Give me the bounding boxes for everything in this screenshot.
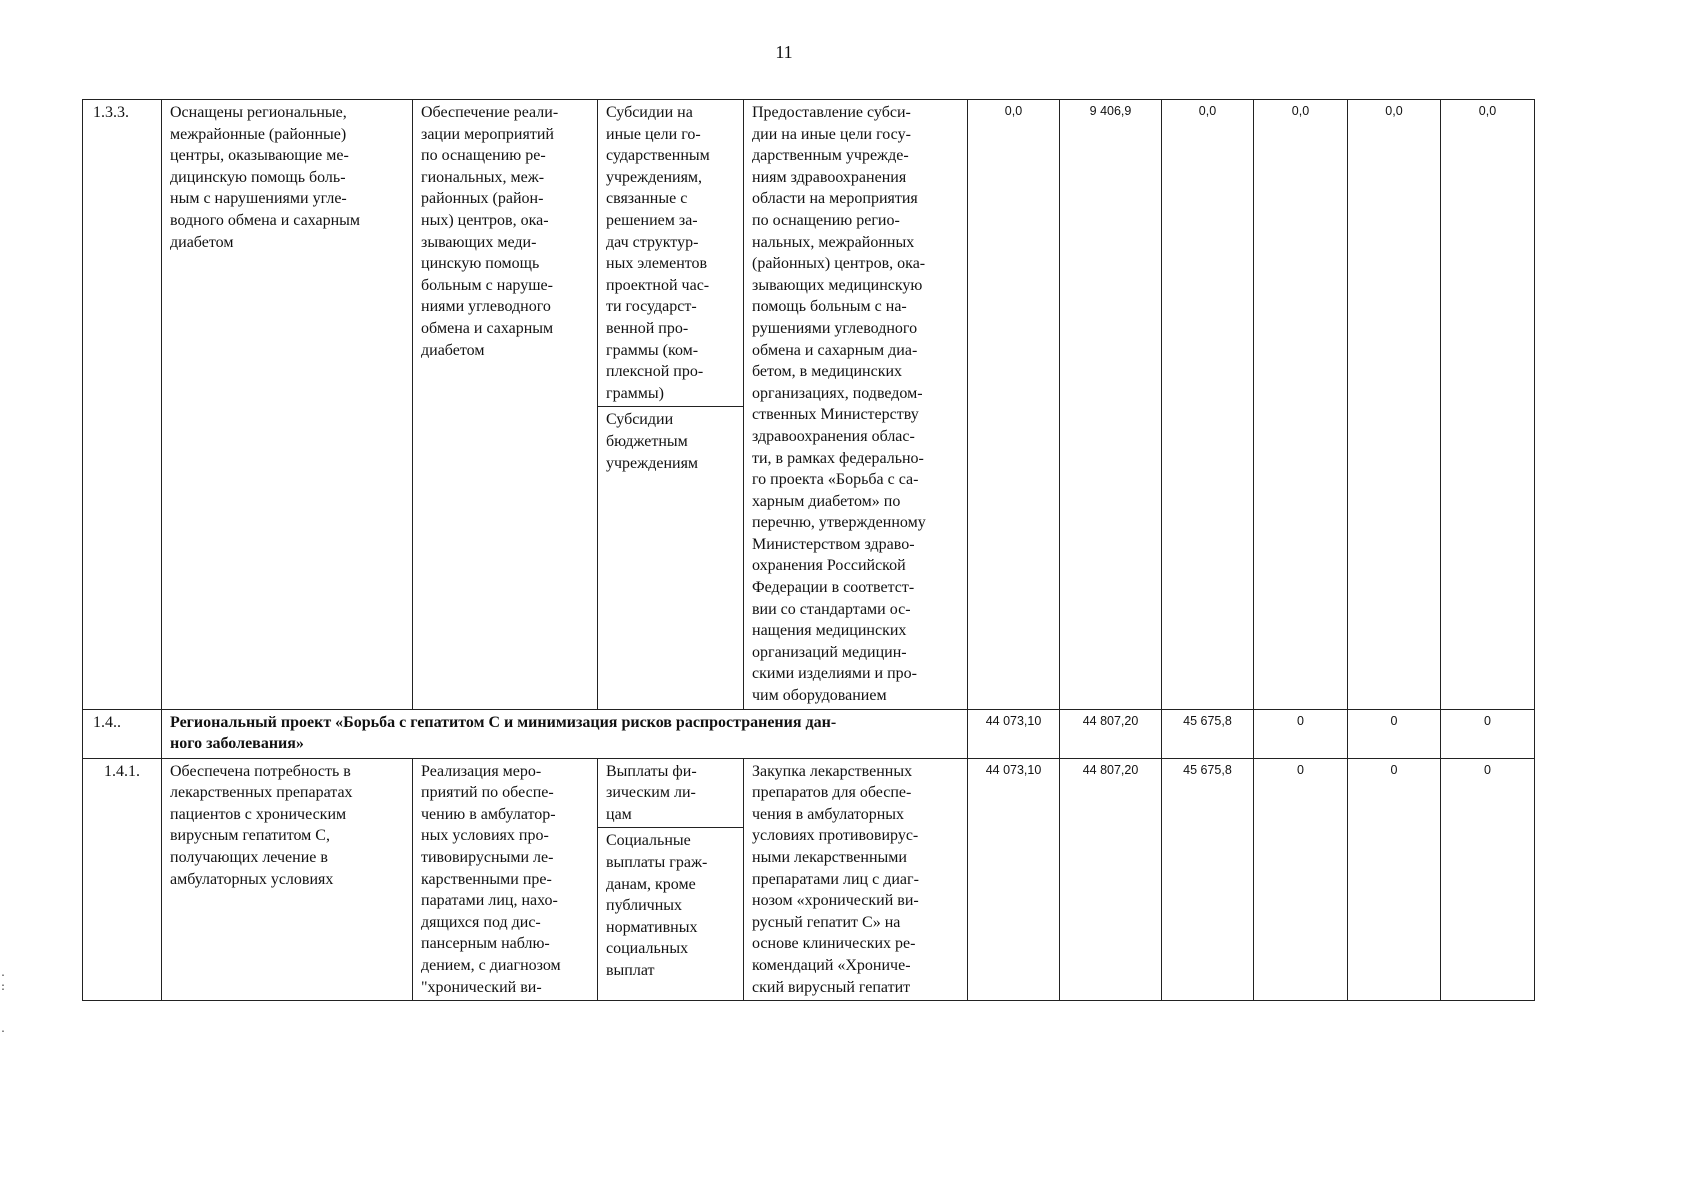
program-table <box>82 99 1535 1001</box>
expense-type: Субсидии бюджетным учреждениям <box>598 406 743 476</box>
expense-type: Субсидии на иные цели го- сударственным учреждениям, связанные с решением за- дач структур- ных элементов проектной час- ти государст- венной про- граммы (ком- плексной про- граммы) <box>606 104 710 402</box>
value-cell: 0 <box>1254 709 1348 758</box>
value-cell: 44 073,10 <box>968 758 1060 1001</box>
row-code: 1.4.1. <box>83 758 162 1001</box>
description-cell: Закупка лекарственных препаратов для обеспе- чения в амбулаторных условиях противовирус- ными лекарственными препаратами лиц с диаг- нозом «хронический ви- русный гепатит С» на основе клинических ре- комендаций «Хрониче- ский вирусный гепатит <box>744 758 968 1001</box>
value-cell: 45 675,8 <box>1162 709 1254 758</box>
value-cell: 0,0 <box>1441 100 1535 710</box>
value-cell: 0 <box>1254 758 1348 1001</box>
result-name-cell: Оснащены региональные, межрайонные (районные) центры, оказывающие ме- дицинскую помощь боль- ным с нарушениями угле- водного обмена и сахарным диабетом <box>162 100 413 710</box>
row-code: 1.4.. <box>83 709 162 758</box>
value-cell: 0 <box>1348 758 1441 1001</box>
scan-edge-marks: . : . <box>0 969 7 1036</box>
table-row <box>83 100 1535 710</box>
expense-type: Социальные выплаты граж- данам, кроме публичных нормативных социальных выплат <box>598 827 743 983</box>
value-cell: 45 675,8 <box>1162 758 1254 1001</box>
expense-type-cell <box>598 758 744 1001</box>
value-cell: 44 807,20 <box>1060 709 1162 758</box>
value-cell: 9 406,9 <box>1060 100 1162 710</box>
value-cell: 0 <box>1348 709 1441 758</box>
description-cell: Предоставление субси- дии на иные цели госу- дарственным учрежде- ниям здравоохранения области на мероприятия по оснащению регио- нальных, межрайонных (районных) центров, ока- зывающих медицинскую помощь больным с на- рушениями углеводного обмена и сахарным диа- бетом, в медицинских организациях, подведом- ственных Министерству здравоохранения облас- ти, в рамках федерально- го проекта «Борьба с са- харным диабетом» по перечню, утвержденному Министерством здраво- охранения Российской Федерации в соответст- вии со стандартами ос- нащения медицинских организаций медицин- скими изделиями и про- чим оборудованием <box>744 100 968 710</box>
value-cell: 0 <box>1441 709 1535 758</box>
table-row <box>83 709 1535 758</box>
activity-cell: Обеспечение реали- зации мероприятий по оснащению ре- гиональных, меж- районных (район- ных) центров, ока- зывающих меди- цинскую помощь больным с наруше- ниями углеводного обмена и сахарным диабетом <box>413 100 598 710</box>
value-cell: 0 <box>1441 758 1535 1001</box>
expense-type: Выплаты фи- зическим ли- цам <box>606 762 697 823</box>
value-cell: 0,0 <box>1348 100 1441 710</box>
value-cell: 44 807,20 <box>1060 758 1162 1001</box>
result-name-cell: Обеспечена потребность в лекарственных препаратах пациентов с хроническим вирусным гепатитом С, получающих лечение в амбулаторных условиях <box>162 758 413 1001</box>
value-cell: 0,0 <box>1162 100 1254 710</box>
table-row <box>83 758 1535 1001</box>
activity-cell: Реализация меро- приятий по обеспе- чению в амбулатор- ных условиях про- тивовирусными ле- карственными пре- паратами лиц, нахо- дящихся под дис- пансерным наблю- дением, с диагнозом "хронический ви- <box>413 758 598 1001</box>
value-cell: 44 073,10 <box>968 709 1060 758</box>
expense-type-cell <box>598 100 744 710</box>
row-code: 1.3.3. <box>83 100 162 710</box>
value-cell: 0,0 <box>968 100 1060 710</box>
section-title-cell: Региональный проект «Борьба с гепатитом С и минимизация рисков распространения дан- ного заболевания» <box>162 709 968 758</box>
value-cell: 0,0 <box>1254 100 1348 710</box>
page-number: 11 <box>775 42 793 62</box>
